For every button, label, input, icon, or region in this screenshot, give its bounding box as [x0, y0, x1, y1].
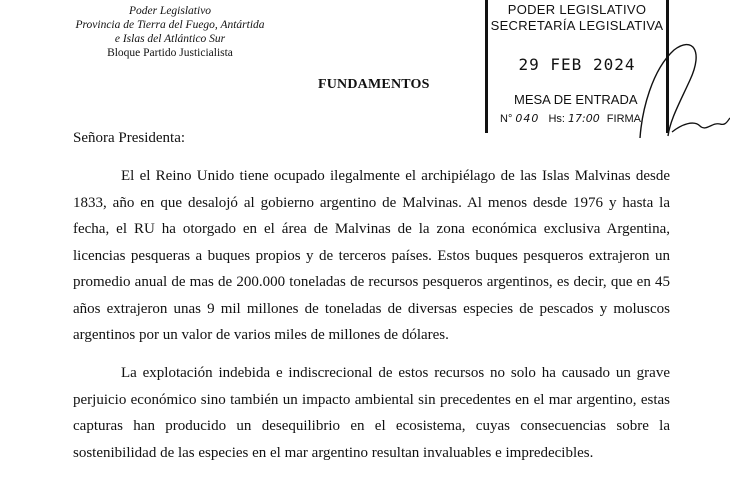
document-title: FUNDAMENTOS [318, 77, 430, 92]
stamp-office: MESA DE ENTRADA [514, 92, 638, 107]
stamp-field-firma: FIRMA [606, 113, 642, 125]
letterhead-line-1: Poder Legislativo [128, 5, 212, 17]
stamp-line-2: SECRETARÍA LEGISLATIVA [490, 18, 664, 33]
paragraph-1: El el Reino Unido tiene ocupado ilegalmente el archipiélago de las Islas Malvinas desde 1833, año en que desalojó al gobierno argentino de Malvinas. Al menos desde 1976 y hasta la fecha, el RU ha otorgado en el área de Malvinas de la zona económica exclusiva Argentina, licencias pesqueras a buques propios y de terceros países. Estos buques pesqueros extrajeron un promedio anual de mas de 200.000 toneladas de recursos pesqueros argentinos, es decir, que en 45 años extrajeron unas 9 mil millones de toneladas de diversas especies de pescados y moluscos argentinos por un valor de varios miles de millones de dólares. [73, 168, 670, 343]
letterhead-line-3: e Islas del Atlántico Sur [114, 33, 226, 45]
stamp-field-hs: Hs: [548, 113, 565, 125]
salutation: Señora Presidenta: [73, 130, 186, 146]
stamp-line-1: PODER LEGISLATIVO [507, 2, 647, 17]
paragraph-2: La explotación indebida e indiscrecional de estos recursos no solo ha causado un grave perjuicio económico sino también un impacto ambiental sin precedentes en el mar argentino, estas capturas han producido un desequilibrio en el ecosistema, cuyas consecuencias sobre la sostenibilidad de las especies en el mar argentino resultan invaluables e impredecibles. [73, 365, 670, 461]
stamp-handwritten-hs: 17:00 [568, 112, 600, 125]
handwritten-signature [612, 40, 730, 140]
stamp-field-n: N° [500, 113, 513, 125]
stamp-handwritten-n: 040 [515, 112, 540, 125]
letterhead-line-2: Provincia de Tierra del Fuego, Antártida [75, 19, 265, 31]
letterhead-line-4: Bloque Partido Justicialista [107, 47, 233, 59]
letterhead [60, 4, 280, 60]
stamp-date: 29 FEB 2024 [518, 55, 636, 74]
